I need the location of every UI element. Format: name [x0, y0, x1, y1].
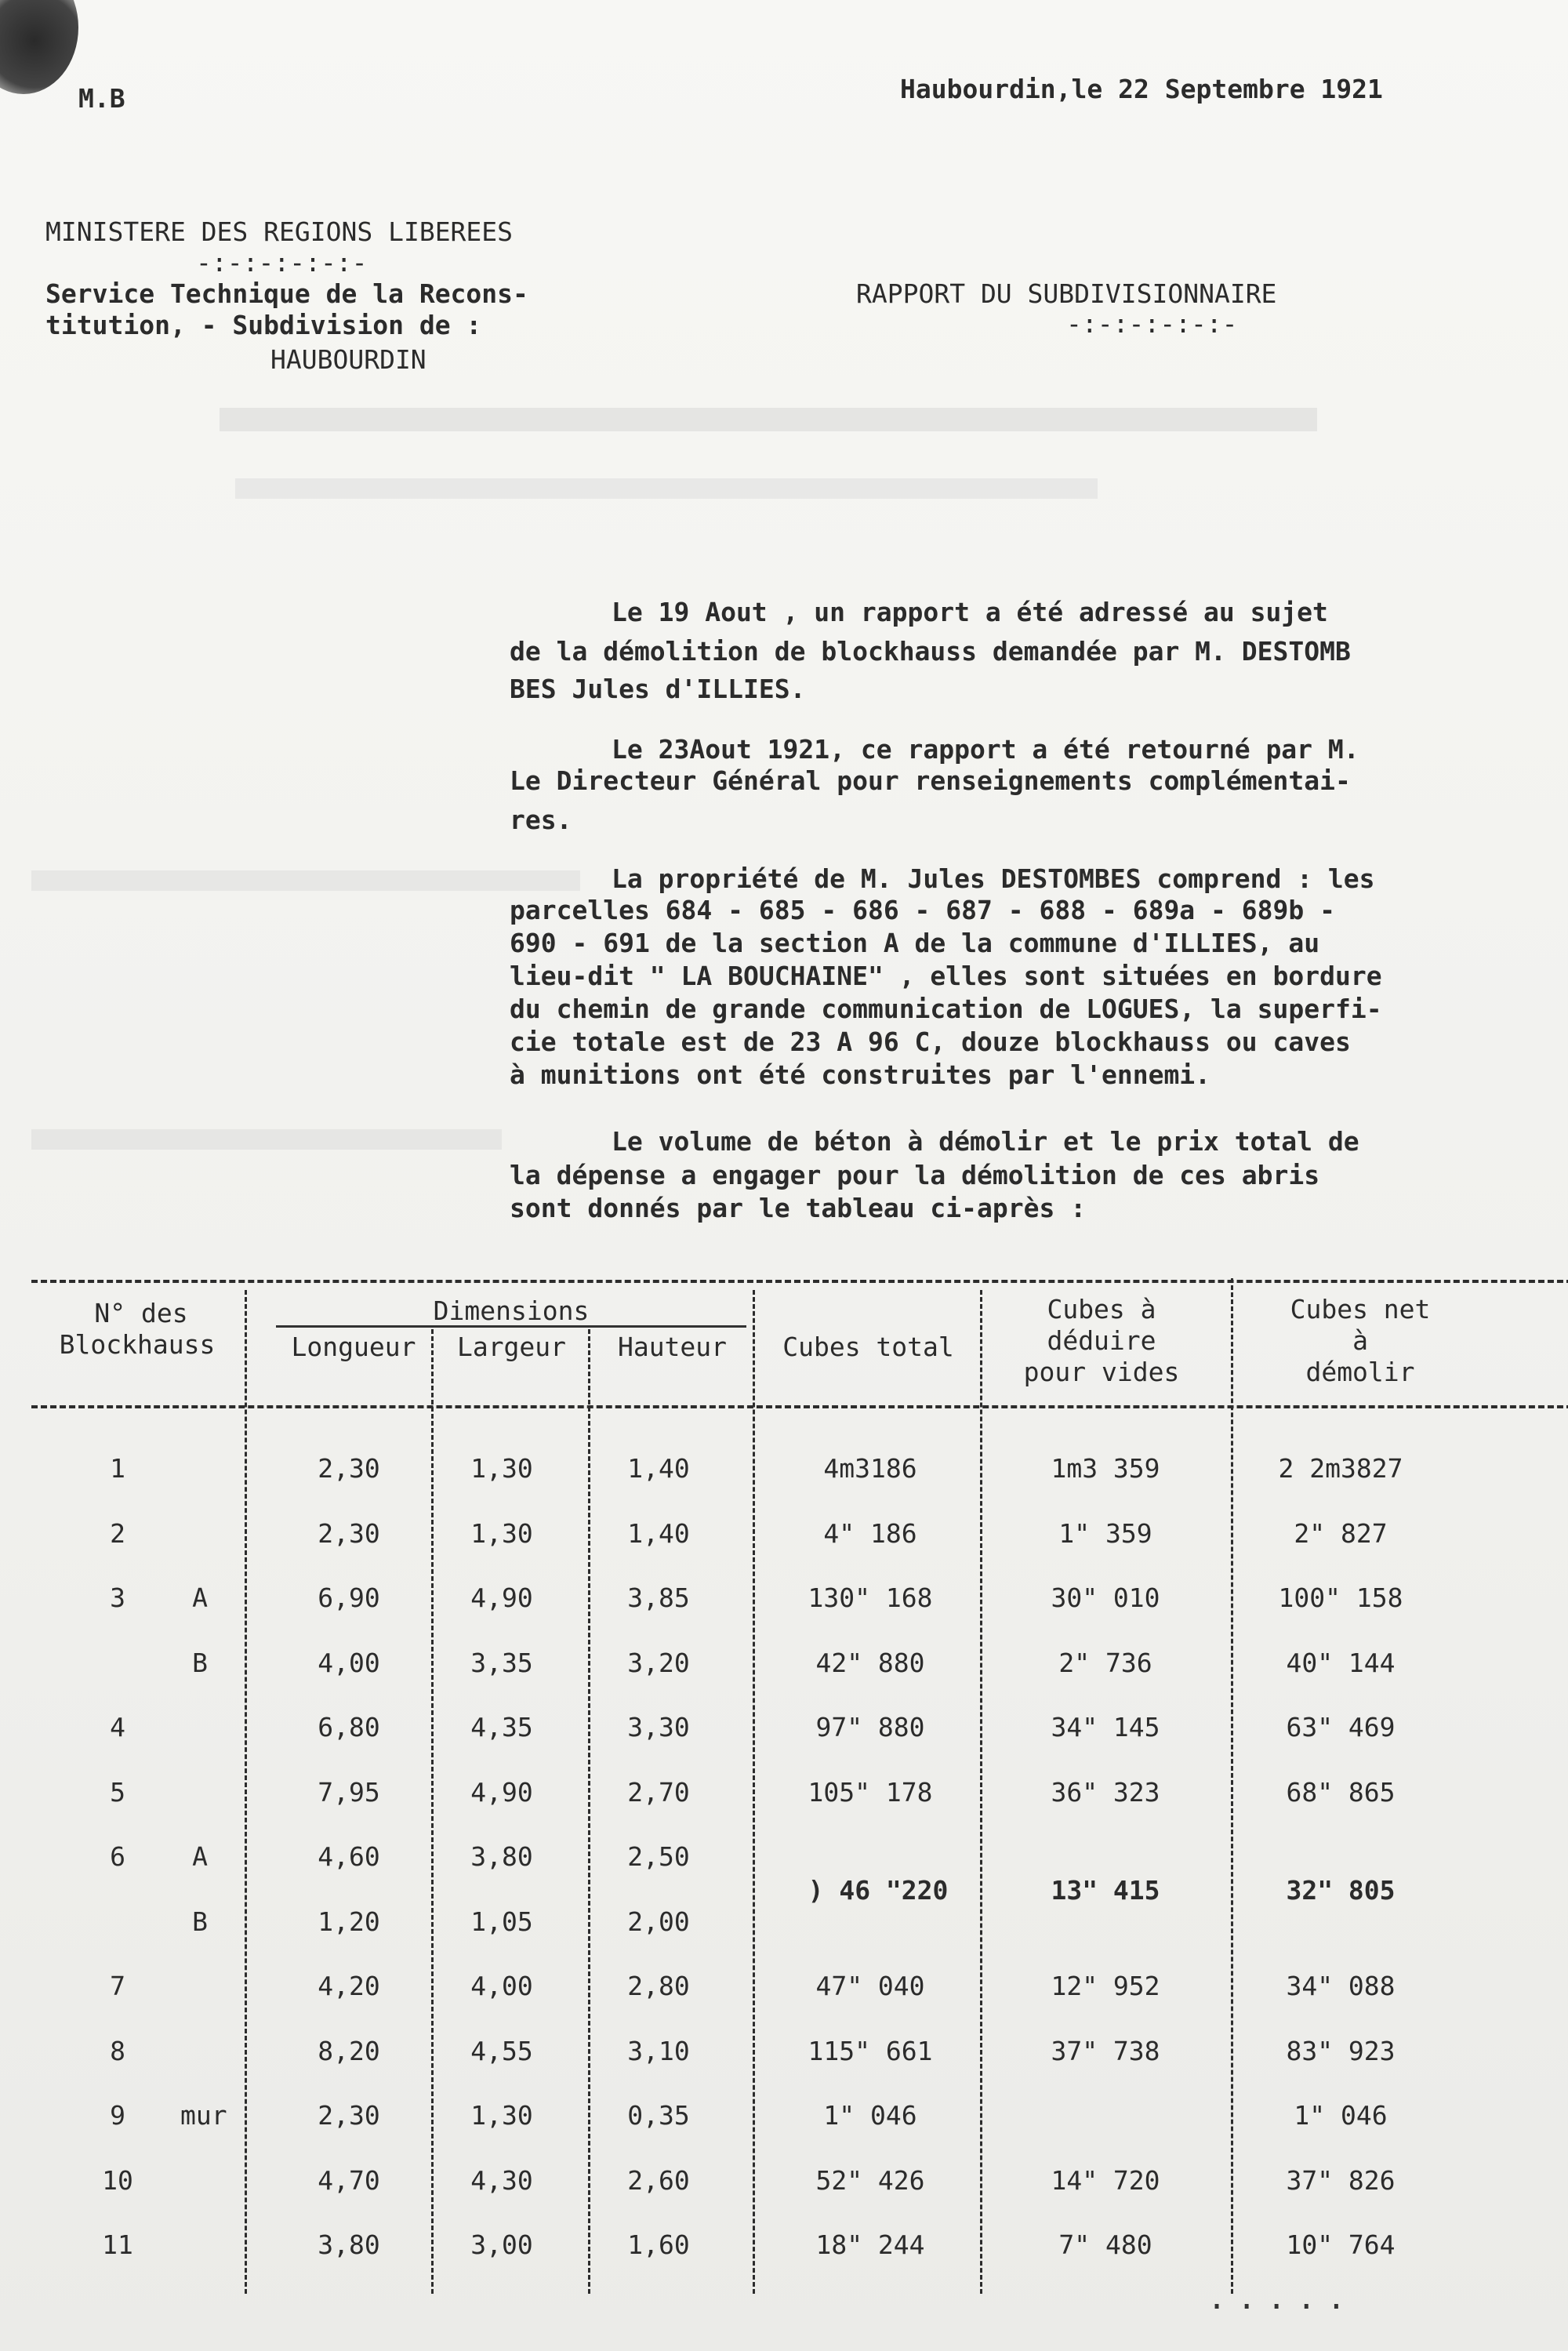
- paragraph-3-line-4: lieu-dit " LA BOUCHAINE" , elles sont situées en bordure: [510, 961, 1382, 991]
- cell-deduire: 1m3 359: [1051, 1453, 1160, 1484]
- table-row: [0, 2149, 1568, 2213]
- table-row: [0, 1695, 1568, 1760]
- cell-net: 2 2m3827: [1278, 1453, 1403, 1484]
- header-no-line1: N° des: [94, 1298, 188, 1328]
- blockhaus-sub: [180, 1502, 220, 1566]
- cell-net: 100" 158: [1278, 1582, 1403, 1613]
- cell-hauteur: 2,60: [627, 2164, 690, 2196]
- paragraph-1-line-2: de la démolition de blockhauss demandée par M. DESTOMB: [510, 636, 1351, 667]
- header-net-line1: Cubes net: [1290, 1294, 1431, 1324]
- table-row: [0, 1566, 1568, 1630]
- cell-largeur: 4,00: [470, 1971, 533, 2001]
- paragraph-1-line-3: BES Jules d'ILLIES.: [510, 674, 806, 704]
- cell-largeur: 4,90: [470, 1582, 533, 1613]
- cell-deduire: 37" 738: [1051, 2035, 1160, 2066]
- cell-deduire: 2" 736: [1058, 1647, 1152, 1678]
- bleed-through-mark: [235, 478, 1098, 499]
- cell-hauteur: 2,80: [627, 1971, 690, 2001]
- header-net-line2: à: [1352, 1325, 1368, 1356]
- cell-largeur: 1,05: [470, 1906, 533, 1937]
- header-cubes-total: Cubes total: [782, 1332, 954, 1362]
- cell-hauteur: 3,30: [627, 1712, 690, 1742]
- cell-longueur: 6,90: [318, 1582, 380, 1613]
- paragraph-2-line-2: Le Directeur Général pour renseignements complémentai-: [510, 765, 1351, 796]
- header-deduire-line3: pour vides: [1023, 1357, 1180, 1387]
- header-net-line3: démolir: [1305, 1357, 1415, 1387]
- row6-deduire: 13" 415: [1051, 1875, 1160, 1906]
- cell-longueur: 4,70: [318, 2164, 380, 2196]
- table-row: [0, 1631, 1568, 1695]
- cell-hauteur: 3,85: [627, 1582, 690, 1613]
- cell-hauteur: 1,40: [627, 1517, 690, 1549]
- blockhaus-sub: [180, 2213, 220, 2277]
- table-top-rule: [31, 1280, 1568, 1283]
- blockhaus-sub: [180, 2019, 220, 2084]
- cell-largeur: 4,30: [470, 2164, 533, 2196]
- blockhaus-number: 7: [110, 1971, 125, 2001]
- header-largeur: Largeur: [456, 1332, 567, 1362]
- paragraph-3-line-7: à munitions ont été construites par l'ennemi.: [510, 1059, 1211, 1090]
- blockhaus-sub: [180, 1437, 220, 1501]
- cell-hauteur: 3,10: [627, 2035, 690, 2066]
- blockhaus-number: 3: [110, 1582, 125, 1613]
- cell-largeur: 3,80: [470, 1841, 533, 1872]
- cell-net: 34" 088: [1286, 1971, 1396, 2001]
- table-row: [0, 1954, 1568, 2019]
- cell-cubes-total: 42" 880: [815, 1647, 925, 1678]
- cell-deduire: 30" 010: [1051, 1582, 1160, 1613]
- row6-net: 32" 805: [1286, 1875, 1396, 1906]
- cell-cubes-total: 1" 046: [823, 2100, 917, 2131]
- cell-hauteur: 1,40: [627, 1453, 690, 1484]
- cell-largeur: 3,35: [470, 1647, 533, 1678]
- ministry-name: MINISTERE DES REGIONS LIBEREES: [45, 216, 514, 247]
- bleed-through-mark: [31, 1129, 502, 1150]
- blockhaus-sub: mur: [180, 2100, 227, 2131]
- cell-deduire: [1011, 2084, 1200, 2148]
- header-no-line2: Blockhauss: [59, 1329, 216, 1360]
- cell-deduire: 7" 480: [1058, 2229, 1152, 2260]
- blockhaus-number: 10: [102, 2164, 133, 2196]
- ministry-separator: -:-:-:-:-:-: [196, 247, 368, 278]
- cell-deduire: 34" 145: [1051, 1712, 1160, 1742]
- cell-longueur: 7,95: [318, 1776, 380, 1808]
- cell-cubes-total: 97" 880: [815, 1712, 925, 1742]
- cell-cubes-total: 4" 186: [823, 1517, 917, 1549]
- cell-hauteur: 2,70: [627, 1776, 690, 1808]
- blockhaus-number: 8: [110, 2035, 125, 2066]
- cell-net: 83" 923: [1286, 2035, 1396, 2066]
- cell-longueur: 2,30: [318, 1517, 380, 1549]
- cell-net: 1" 046: [1294, 2100, 1388, 2131]
- cell-cubes-total: 52" 426: [815, 2164, 925, 2196]
- blockhaus-number: 9: [110, 2100, 125, 2131]
- row6-cubes-total: ) 46 "220: [808, 1875, 949, 1906]
- blockhaus-sub: A: [192, 1582, 208, 1613]
- cell-net: 63" 469: [1286, 1712, 1396, 1742]
- header-deduire-line2: déduire: [1047, 1325, 1156, 1356]
- cell-deduire: 14" 720: [1051, 2164, 1160, 2196]
- cell-net: 10" 764: [1286, 2229, 1396, 2260]
- cell-deduire: 1" 359: [1058, 1517, 1152, 1549]
- table-row: [0, 2019, 1568, 2084]
- paragraph-3-line-2: parcelles 684 - 685 - 686 - 687 - 688 - 689a - 689b -: [510, 895, 1335, 925]
- table-header-rule: [31, 1405, 1568, 1408]
- cell-deduire: 12" 952: [1051, 1971, 1160, 2001]
- cell-largeur: 4,55: [470, 2035, 533, 2066]
- service-line-1: Service Technique de la Recons-: [45, 278, 528, 309]
- cell-largeur: 3,00: [470, 2229, 533, 2260]
- blockhaus-number: 11: [102, 2229, 133, 2260]
- blockhaus-number: [94, 1890, 141, 1954]
- paragraph-1-line-1: Le 19 Aout , un rapport a été adressé au sujet: [612, 597, 1328, 627]
- cell-largeur: 4,35: [470, 1712, 533, 1742]
- blockhaus-number: 1: [110, 1453, 125, 1484]
- cell-longueur: 2,30: [318, 1453, 380, 1484]
- cell-cubes-total: 47" 040: [815, 1971, 925, 2001]
- cell-largeur: 1,30: [470, 1453, 533, 1484]
- cell-hauteur: 2,50: [627, 1841, 690, 1872]
- paragraph-4-line-3: sont donnés par le tableau ci-après :: [510, 1193, 1087, 1223]
- cell-hauteur: 3,20: [627, 1647, 690, 1678]
- header-hauteur: Hauteur: [617, 1332, 728, 1362]
- blockhaus-number: 2: [110, 1517, 125, 1549]
- author-initials: M.B: [78, 83, 125, 114]
- report-title: RAPPORT DU SUBDIVISIONNAIRE: [856, 278, 1277, 309]
- report-title-separator: -:-:-:-:-:-: [1066, 308, 1238, 339]
- blockhaus-number: 6: [110, 1841, 125, 1872]
- paragraph-3-line-1: La propriété de M. Jules DESTOMBES comprend : les: [612, 863, 1375, 894]
- cell-longueur: 3,80: [318, 2229, 380, 2260]
- cell-cubes-total: 115" 661: [808, 2035, 933, 2066]
- subdivision-town: HAUBOURDIN: [270, 344, 426, 375]
- cell-largeur: 4,90: [470, 1776, 533, 1808]
- blockhaus-sub: [180, 1761, 220, 1825]
- paragraph-2-line-3: res.: [510, 805, 572, 835]
- header-longueur: Longueur: [291, 1332, 416, 1362]
- cell-largeur: 1,30: [470, 1517, 533, 1549]
- blockhaus-number: 5: [110, 1776, 125, 1808]
- cell-deduire: 36" 323: [1051, 1776, 1160, 1808]
- cell-longueur: 1,20: [318, 1906, 380, 1937]
- cell-cubes-total: 130" 168: [808, 1582, 933, 1613]
- cell-hauteur: 1,60: [627, 2229, 690, 2260]
- cell-longueur: 6,80: [318, 1712, 380, 1742]
- blockhaus-number: [94, 1631, 141, 1695]
- service-line-2: titution, - Subdivision de :: [45, 310, 482, 340]
- paragraph-3-line-5: du chemin de grande communication de LOGUES, la superfi-: [510, 994, 1382, 1024]
- blockhaus-sub: A: [192, 1841, 208, 1872]
- cell-cubes-total: 4m3186: [823, 1453, 917, 1484]
- cell-hauteur: 0,35: [627, 2100, 690, 2131]
- continuation-dots: .....: [1207, 2280, 1357, 2316]
- cell-longueur: 4,20: [318, 1971, 380, 2001]
- cell-longueur: 4,00: [318, 1647, 380, 1678]
- paragraph-3-line-6: cie totale est de 23 A 96 C, douze blockhauss ou caves: [510, 1027, 1351, 1057]
- ink-blot: [0, 0, 78, 94]
- blockhaus-sub: [180, 2149, 220, 2213]
- paragraph-4-line-1: Le volume de béton à démolir et le prix total de: [612, 1126, 1359, 1157]
- cell-hauteur: 2,00: [627, 1906, 690, 1937]
- blockhaus-sub: [180, 1954, 220, 2019]
- table-row: [0, 2213, 1568, 2277]
- cell-net: 37" 826: [1286, 2164, 1396, 2196]
- paragraph-3-line-3: 690 - 691 de la section A de la commune d'ILLIES, au: [510, 928, 1320, 958]
- cell-net: 68" 865: [1286, 1776, 1396, 1808]
- cell-longueur: 8,20: [318, 2035, 380, 2066]
- paragraph-2-line-1: Le 23Aout 1921, ce rapport a été retourné par M.: [612, 734, 1359, 765]
- blockhaus-number: 4: [110, 1712, 125, 1742]
- cell-cubes-total: 18" 244: [815, 2229, 925, 2260]
- cell-cubes-total: 105" 178: [808, 1776, 933, 1808]
- cell-longueur: 2,30: [318, 2100, 380, 2131]
- cell-longueur: 4,60: [318, 1841, 380, 1872]
- paragraph-4-line-2: la dépense a engager pour la démolition de ces abris: [510, 1160, 1320, 1190]
- blockhaus-sub: [180, 1695, 220, 1760]
- blockhaus-sub: B: [192, 1906, 208, 1937]
- cell-largeur: 1,30: [470, 2100, 533, 2131]
- cell-net: 2" 827: [1294, 1517, 1388, 1549]
- bleed-through-mark: [31, 870, 580, 891]
- blockhaus-sub: B: [192, 1647, 208, 1678]
- place-date: Haubourdin,le 22 Septembre 1921: [900, 74, 1383, 104]
- table-row: [0, 1502, 1568, 1566]
- header-dimensions: Dimensions: [433, 1295, 590, 1326]
- bleed-through-mark: [220, 408, 1317, 431]
- table-row: [0, 1437, 1568, 1501]
- table-row: [0, 1761, 1568, 1825]
- table-row: [0, 2084, 1568, 2148]
- cell-net: 40" 144: [1286, 1647, 1396, 1678]
- header-deduire-line1: Cubes à: [1047, 1294, 1156, 1324]
